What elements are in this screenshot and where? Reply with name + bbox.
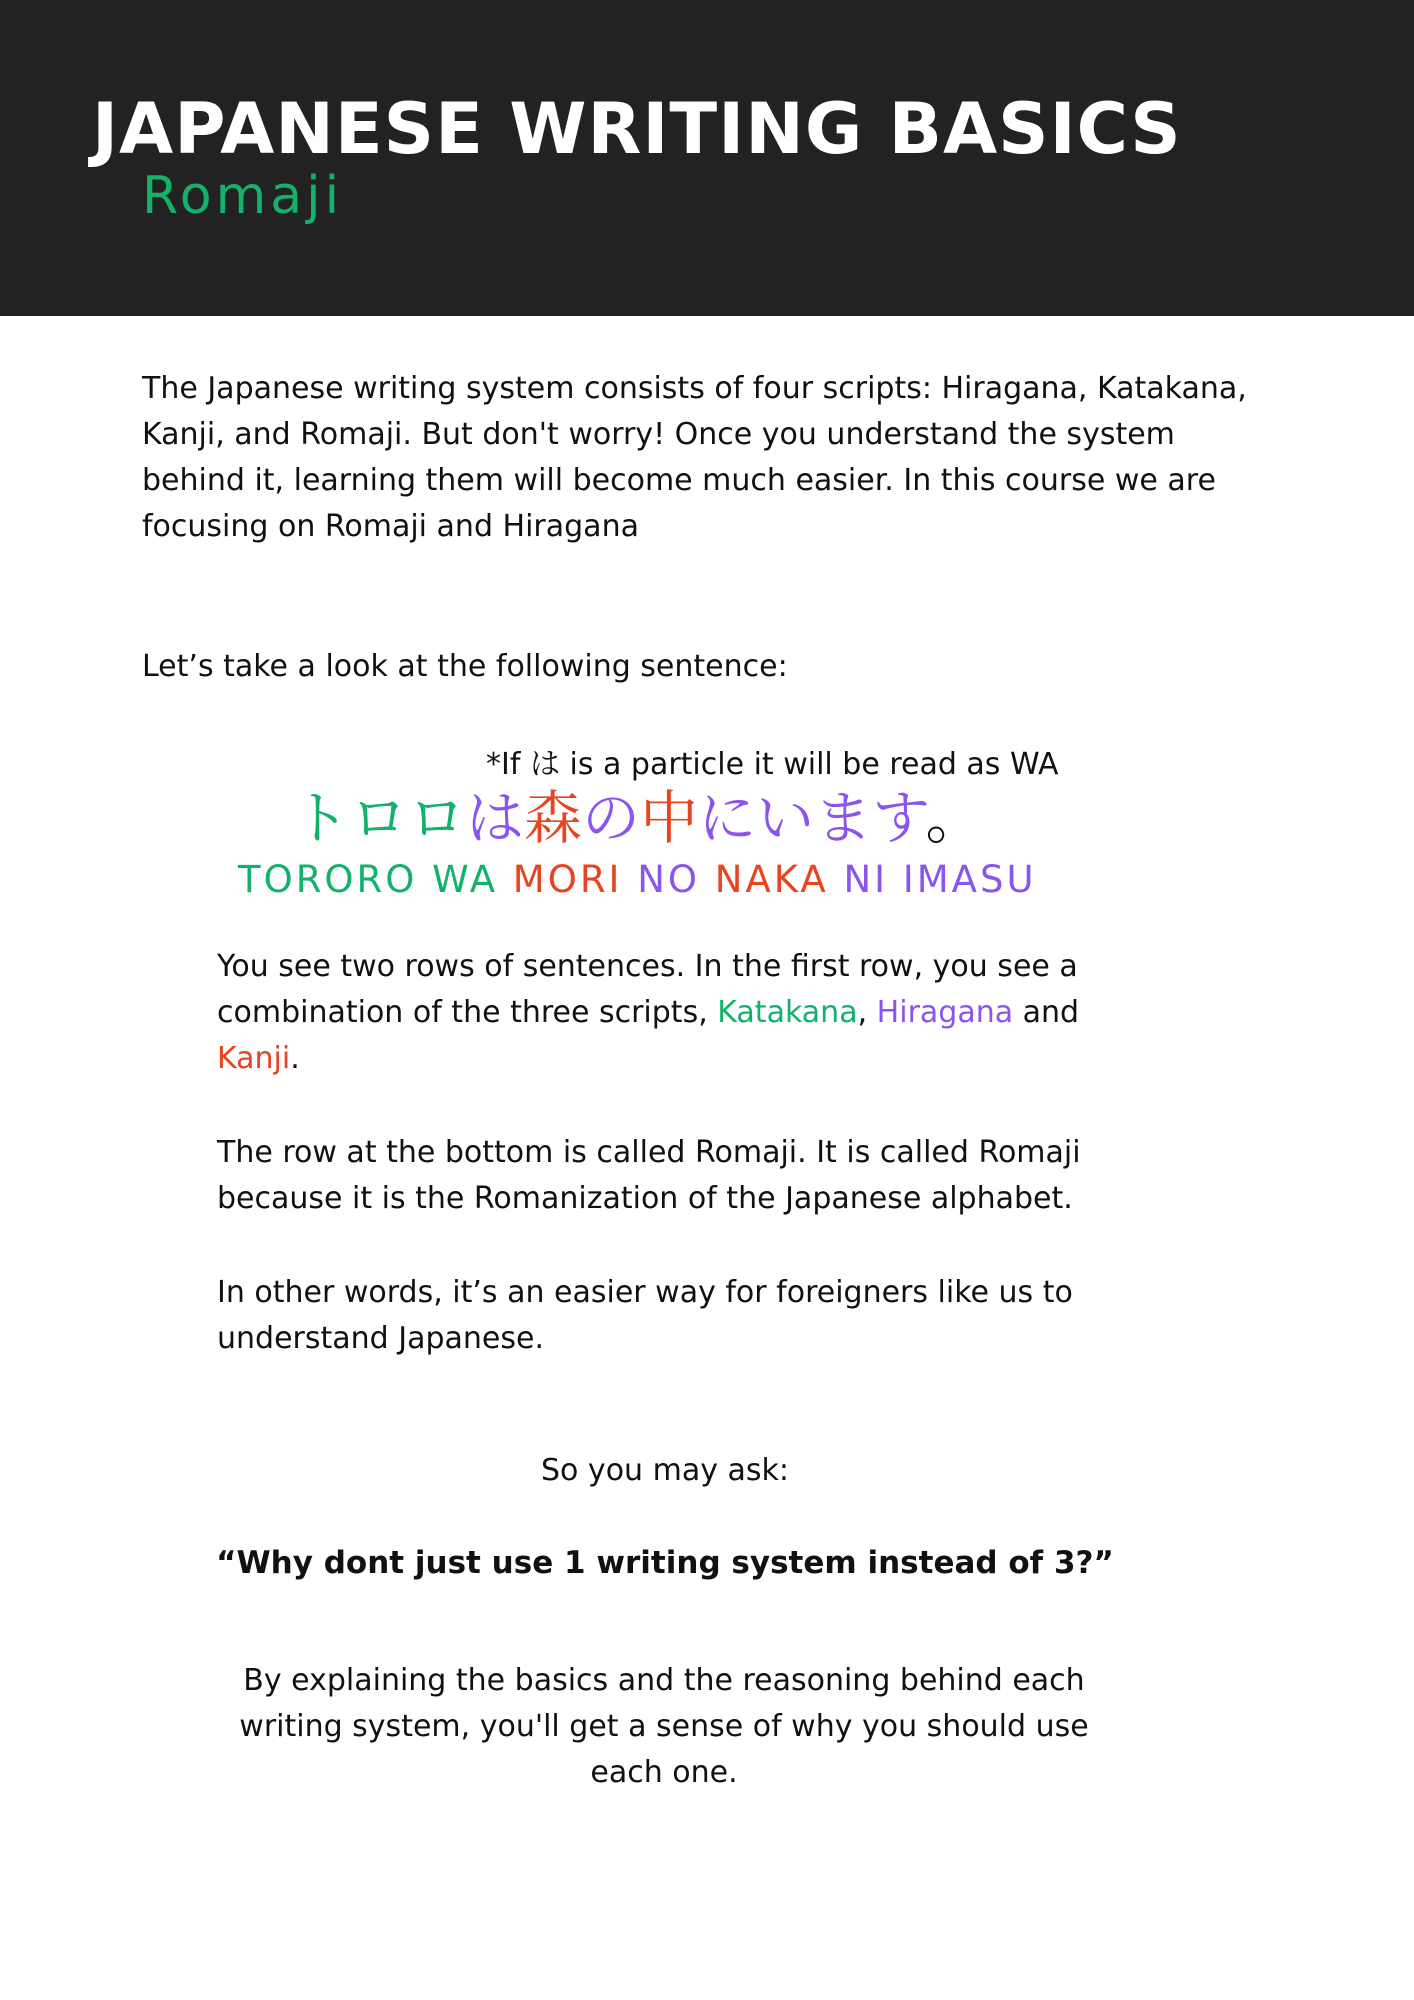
jp-segment-period: 。 bbox=[925, 784, 984, 852]
separator: , bbox=[857, 995, 877, 1030]
jp-segment-nimasu: にいます bbox=[698, 784, 926, 852]
scripts-paragraph bbox=[217, 944, 1117, 1082]
romaji-segment-ni-imasu: NI IMASU bbox=[843, 858, 1037, 901]
page-subtitle: Romaji bbox=[142, 166, 344, 226]
kanji-word: Kanji bbox=[217, 1041, 291, 1076]
foreigners-paragraph: In other words, it’s an easier way for foreigners like us to understand Japanese. bbox=[217, 1275, 1073, 1356]
katakana-word: Katakana bbox=[717, 995, 858, 1030]
romaji-paragraph: The row at the bottom is called Romaji. It is called Romaji because it is the Romanization of the Japanese alphabet. bbox=[217, 1135, 1081, 1216]
page-title: JAPANESE WRITING BASICS bbox=[92, 88, 1182, 170]
lead-sentence: Let’s take a look at the following sentence: bbox=[142, 649, 788, 684]
romaji-segment-naka: NAKA bbox=[714, 858, 844, 901]
japanese-sentence bbox=[292, 778, 983, 858]
jp-segment-kanji-mori: 森 bbox=[524, 784, 583, 852]
particle-note: *If は is a particle it will be read as WA bbox=[486, 747, 1059, 782]
romaji-sentence bbox=[238, 856, 1037, 904]
ask-line: So you may ask: bbox=[541, 1453, 789, 1488]
intro-paragraph: The Japanese writing system consists of four scripts: Hiragana, Katakana, Kanji, and Romaji. But don't worry! Once you understand the system behind it, learning them will become much easier. In this course we are focusing on Romaji and Hiragana bbox=[142, 371, 1247, 544]
romaji-segment-no: NO bbox=[637, 858, 715, 901]
hiragana-word: Hiragana bbox=[876, 995, 1014, 1030]
jp-segment-particle: は bbox=[466, 784, 525, 852]
romaji-segment-mori: MORI bbox=[512, 858, 638, 901]
header-banner bbox=[0, 0, 1414, 316]
period: . bbox=[290, 1041, 300, 1076]
jp-segment-no: の bbox=[582, 784, 641, 852]
jp-segment-kanji-naka: 中 bbox=[640, 784, 699, 852]
question-line: “Why dont just use 1 writing system instead of 3?” bbox=[216, 1545, 1114, 1581]
and-word: and bbox=[1013, 995, 1080, 1030]
romaji-segment-tororo-wa: TORORO WA bbox=[238, 858, 513, 901]
jp-segment-katakana: トロロ bbox=[292, 784, 467, 852]
closing-paragraph: By explaining the basics and the reasoning behind each writing system, you'll get a sense of why you should use each one. bbox=[239, 1663, 1089, 1790]
scripts-paragraph-text: You see two rows of sentences. In the first row, you see a combination of the three scripts, bbox=[217, 949, 1078, 1030]
